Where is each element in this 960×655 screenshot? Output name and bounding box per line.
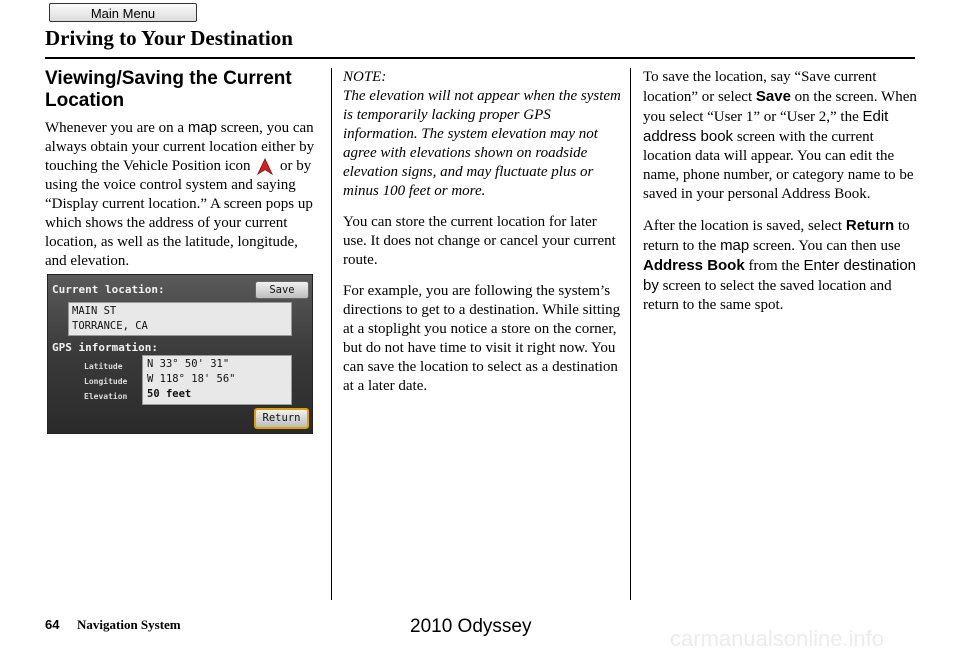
example-paragraph: For example, you are following the system’s directions to get to a destination. While sitting at a stoplight you notice a store on the corner, but do not have time to visit it right now. You can save the location to select as a destination at a later date. [343, 283, 621, 394]
longitude-label: Longitude [84, 377, 128, 386]
save-button[interactable]: Save [255, 281, 309, 299]
note-title: NOTE: [343, 69, 387, 85]
elevation-value: 50 feet [147, 388, 192, 400]
latitude-label: Latitude [84, 362, 123, 371]
save-instructions-paragraph: To save the location, say “Save current location” or select Save on the screen. When you select “User 1” or “User 2,” the Edit address book screen with the current location data will appear. You can edit the name, phone number, or category name to be saved in your personal Address Book. [643, 69, 917, 202]
return-button[interactable]: Return [254, 408, 309, 429]
section-heading: Viewing/Saving the Current Location [45, 68, 292, 111]
column-2 [343, 68, 623, 408]
note-text: The elevation will not appear when the system is temporarily lacking proper GPS information. The system elevation may not agree with elevations shown on roadside elevation signs, and may fluctuate plus or minus 100 feet or more. [343, 88, 621, 199]
address-line-1: MAIN ST [72, 305, 117, 317]
column-divider-2 [630, 68, 631, 600]
map-term: map [187, 119, 218, 136]
vehicle-position-icon [256, 158, 274, 176]
page-number: 64 [45, 617, 60, 632]
footer-section-name: Navigation System [77, 617, 181, 632]
column-1 [45, 68, 320, 283]
map-term-2: map [720, 237, 750, 254]
current-location-screen [47, 274, 313, 434]
longitude-value: W 118° 18' 56" [147, 373, 236, 385]
gps-values-box [142, 355, 292, 405]
latitude-value: N 33° 50' 31" [147, 358, 230, 370]
address-book-term: Address Book [643, 257, 745, 274]
address-box [68, 302, 292, 336]
column-divider-1 [331, 68, 332, 600]
column-3 [643, 68, 923, 327]
edit-address-book-term: Edit address book [643, 108, 889, 145]
elevation-label: Elevation [84, 392, 128, 401]
store-location-paragraph: You can store the current location for later use. It does not change or cancel your current route. [343, 214, 616, 268]
page-title: Driving to Your Destination [45, 26, 293, 50]
intro-paragraph: Whenever you are on a map screen, you can always obtain your current location either by touching the Vehicle Position icon or by using the voice control system and saying “Display current location.” A screen pops up which shows the address of your current location, as well as the latitude, longitude, and elevation. [45, 119, 315, 269]
main-menu-button[interactable]: Main Menu [49, 3, 197, 22]
return-term: Return [845, 217, 895, 234]
title-rule [45, 57, 915, 59]
address-line-2: TORRANCE, CA [72, 320, 148, 332]
gps-information-label: GPS information: [52, 341, 158, 354]
save-term: Save [755, 88, 791, 105]
enter-destination-by-term: Enter destination by [643, 257, 917, 294]
note-block [343, 68, 623, 201]
watermark: carmanualsonline.info [670, 626, 885, 651]
current-location-label: Current location: [52, 283, 165, 296]
return-instructions-paragraph: After the location is saved, select Return to return to the map screen. You can then use Address Book from the Enter destination by screen to select the saved location and return to the same spot. [643, 217, 917, 313]
footer-model: 2010 Odyssey [410, 616, 532, 637]
